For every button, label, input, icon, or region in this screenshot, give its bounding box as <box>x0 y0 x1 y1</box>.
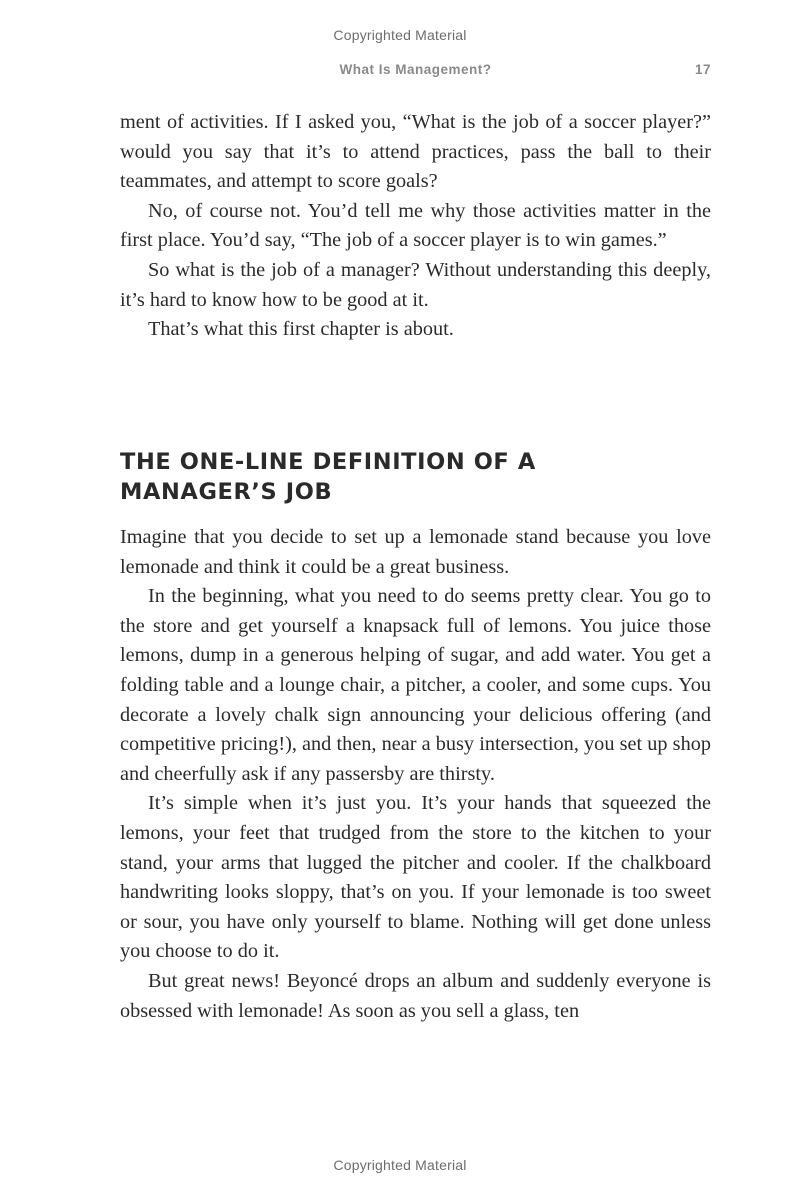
paragraph: It’s simple when it’s just you. It’s your hands that squeezed the lemons, your feet that trudged from the store to the kitchen to your stand, your arms that lugged the pitcher and cooler. If the chalkboard handwriting looks sloppy, that’s on you. If your lemonade is too sweet or sour, you have only yourself to blame. Nothing will get done unless you choose to do it. <box>120 792 711 963</box>
intro-text <box>120 108 711 345</box>
paragraph: So what is the job of a manager? Without understanding this deeply, it’s hard to know how to be good at it. <box>120 258 711 311</box>
paragraph: ment of activities. If I asked you, “What is the job of a soccer player?” would you say that it’s to attend practices, pass the ball to their teammates, and attempt to score goals? <box>120 111 711 193</box>
running-head-title: What Is Management? <box>339 62 492 77</box>
copyright-watermark-top: Copyrighted Material <box>333 27 467 43</box>
section-body <box>120 523 711 1026</box>
paragraph: Imagine that you decide to set up a lemonade stand because you love lemonade and think it could be a great business. <box>120 526 711 578</box>
paragraph: But great news! Beyoncé drops an album and suddenly everyone is obsessed with lemonade! As soon as you sell a glass, ten <box>120 969 711 1022</box>
section-heading-line-2: MANAGER’S JOB <box>120 479 333 505</box>
running-head <box>120 62 711 82</box>
section-heading-line-1: THE ONE-LINE DEFINITION OF A <box>120 449 536 475</box>
copyright-watermark-bottom: Copyrighted Material <box>333 1157 467 1173</box>
page-number: 17 <box>694 62 711 77</box>
paragraph: That’s what this first chapter is about. <box>148 318 454 341</box>
paragraph: In the beginning, what you need to do seems pretty clear. You go to the store and get yourself a knapsack full of lemons. You juice those lemons, dump in a generous helping of sugar, and add water. You get a folding table and a lounge chair, a pitcher, a cooler, and some cups. You decorate a lovely chalk sign announcing your delicious offering (and competitive pricing!), and then, near a busy intersection, you set up shop and cheerfully ask if any passersby are thirsty. <box>120 585 711 785</box>
section-heading <box>120 447 711 507</box>
paragraph: No, of course not. You’d tell me why those activities matter in the first place. You’d say, “The job of a soccer player is to win games.” <box>120 199 711 252</box>
